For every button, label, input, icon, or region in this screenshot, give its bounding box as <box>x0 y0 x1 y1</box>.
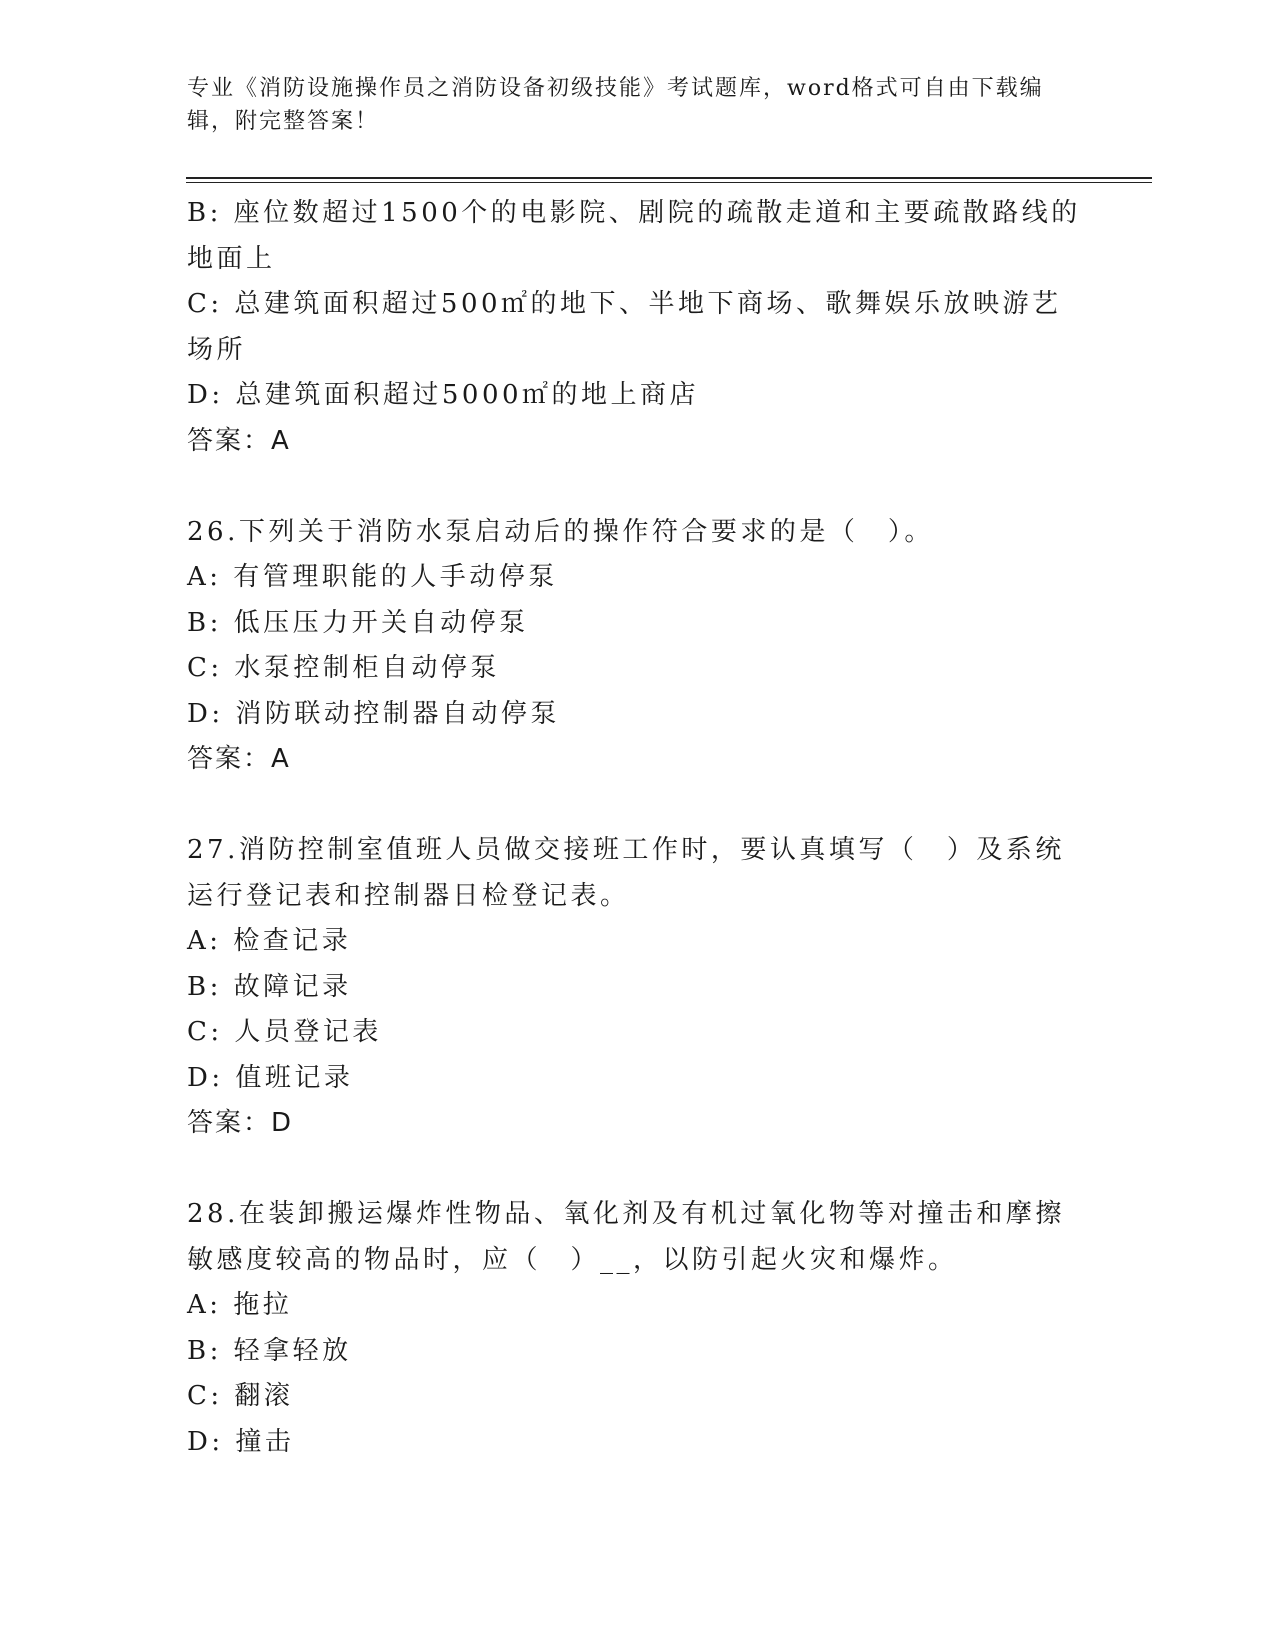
option-b: B: 座位数超过1500个的电影院、剧院的疏散走道和主要疏散路线的地面上 <box>187 198 1081 274</box>
option-c: C: 人员登记表 <box>187 1017 382 1047</box>
question-28 <box>187 1192 1087 1465</box>
answer-line: 答案：A <box>187 744 291 774</box>
option-c: C: 总建筑面积超过500㎡的地下、半地下商场、歌舞娱乐放映游艺场所 <box>187 289 1062 365</box>
question-stem: 28.在装卸搬运爆炸性物品、氧化剂及有机过氧化物等对撞击和摩擦敏感度较高的物品时，应（ ）__，以防引起火灾和爆炸。 <box>187 1199 1065 1275</box>
header-divider-thin <box>186 182 1152 183</box>
question-stem: 27.消防控制室值班人员做交接班工作时，要认真填写（ ）及系统运行登记表和控制器日检登记表。 <box>187 835 1065 911</box>
answer-line: 答案：A <box>187 425 291 456</box>
header-divider-thick <box>186 177 1152 179</box>
option-a: A: 拖拉 <box>187 1290 293 1320</box>
option-b: B: 故障记录 <box>187 971 352 1002</box>
question-26 <box>187 510 1087 783</box>
spacer <box>187 464 1087 510</box>
option-c: C: 水泵控制柜自动停泵 <box>187 653 500 683</box>
question-27 <box>187 828 1087 1147</box>
option-d: D: 消防联动控制器自动停泵 <box>187 698 560 729</box>
option-a: A: 检查记录 <box>187 926 352 956</box>
option-a: A: 有管理职能的人手动停泵 <box>187 562 558 592</box>
option-d: D: 值班记录 <box>187 1062 354 1093</box>
option-d: D: 总建筑面积超过5000㎡的地上商店 <box>187 380 700 410</box>
question-25-continued <box>187 191 1087 464</box>
option-c: C: 翻滚 <box>187 1381 294 1411</box>
page-header <box>187 72 1087 138</box>
option-d: D: 撞击 <box>187 1426 295 1457</box>
header-text: 专业《消防设施操作员之消防设备初级技能》考试题库，word格式可自由下载编辑，附完整答案！ <box>187 76 1044 134</box>
answer-line: 答案：D <box>187 1108 294 1138</box>
question-list <box>187 191 1087 1465</box>
option-b: B: 轻拿轻放 <box>187 1335 352 1366</box>
question-stem: 26.下列关于消防水泵启动后的操作符合要求的是（ ）。 <box>187 516 934 547</box>
spacer <box>187 783 1087 829</box>
option-b: B: 低压压力开关自动停泵 <box>187 607 529 638</box>
spacer <box>187 1147 1087 1193</box>
